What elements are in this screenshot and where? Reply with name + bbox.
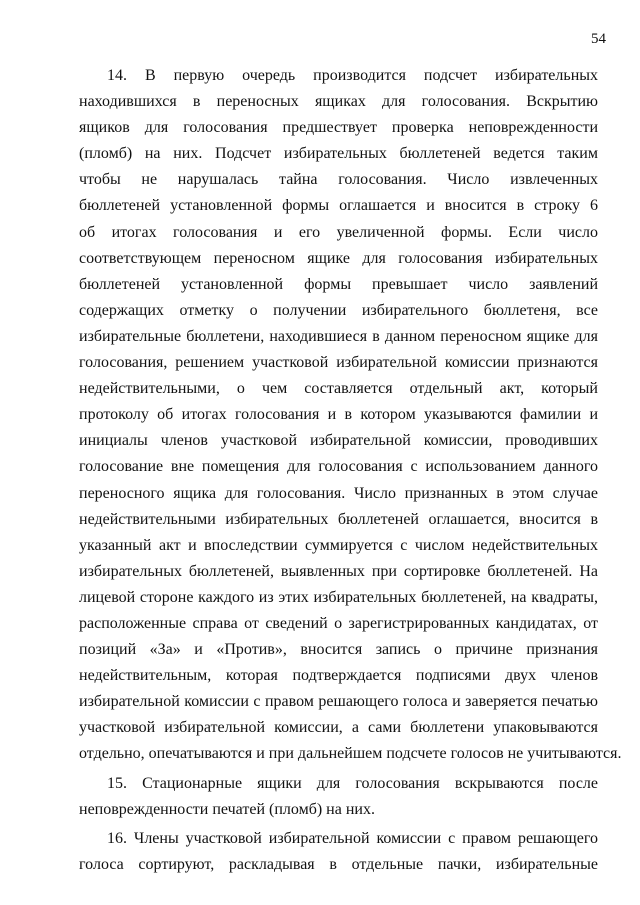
text-line: соответствующем переносном ящике для голосования избирательных: [79, 249, 598, 267]
document-body: [79, 63, 622, 878]
text-line: отдельно, опечатываются и при дальнейшем подсчете голосов не учитываются.: [79, 745, 622, 763]
paragraph-14: [79, 63, 622, 768]
text-line: инициалы членов участковой избирательной комиссии, проводивших: [79, 432, 598, 450]
text-line: бюллетеней установленной формы оглашается и вносится в строку 6: [79, 197, 598, 215]
paragraph-15: [79, 771, 598, 823]
text-line: голоса сортируют, раскладывая в отдельные пачки, избирательные: [79, 855, 598, 873]
text-line: неповрежденности печатей (пломб) на них.: [79, 800, 375, 818]
text-line: позиций «За» и «Против», вносится запись о причине признания: [79, 641, 598, 659]
text-line: недействительными, о чем составляется отдельный акт, который: [79, 380, 598, 398]
page-number: 54: [591, 31, 606, 47]
text-line: избирательной комиссии с правом решающего голоса и заверяется печатью: [79, 693, 598, 711]
text-line: 16. Члены участковой избирательной комиссии с правом решающего: [107, 829, 598, 847]
paragraph-16: [79, 826, 598, 878]
text-line: избирательные бюллетени, находившиеся в данном переносном ящике для: [79, 327, 598, 345]
text-line: 14. В первую очередь производится подсчет избирательных: [107, 67, 598, 84]
text-line: протоколу об итогах голосования и в котором указываются фамилии и: [79, 406, 598, 424]
text-line: участковой избирательной комиссии, а сами бюллетени упаковываются: [79, 719, 598, 737]
text-line: недействительными избирательных бюллетеней оглашается, вносится в: [79, 510, 598, 528]
text-line: лицевой стороне каждого из этих избирательных бюллетеней, на квадраты,: [79, 588, 598, 606]
text-line: недействительным, которая подтверждается подписями двух членов: [79, 667, 598, 685]
text-line: голосования, решением участковой избирательной комиссии признаются: [79, 354, 598, 372]
text-line: переносного ящика для голосования. Число признанных в этом случае: [79, 484, 598, 502]
text-line: (пломб) на них. Подсчет избирательных бюллетеней ведется таким: [79, 145, 598, 163]
text-line: содержащих отметку о получении избирательного бюллетеня, все: [79, 301, 598, 319]
text-line: чтобы не нарушалась тайна голосования. Число извлеченных: [79, 171, 598, 189]
text-line: об итогах голосования и его увеличенной формы. Если число: [79, 223, 598, 241]
text-line: голосование вне помещения для голосования с использованием данного: [79, 458, 598, 476]
text-line: бюллетеней установленной формы превышает число заявлений: [79, 275, 598, 293]
text-line: находившихся в переносных ящиках для голосования. Вскрытию: [79, 93, 598, 111]
text-line: избирательных бюллетеней, выявленных при сортировке бюллетеней. На: [79, 562, 598, 580]
text-line: расположенные справа от сведений о зарегистрированных кандидатах, от: [79, 614, 598, 632]
text-line: ящиков для голосования предшествует проверка неповрежденности: [79, 119, 598, 137]
text-line: указанный акт и впоследствии суммируется с числом недействительных: [79, 536, 598, 554]
text-line: 15. Стационарные ящики для голосования вскрываются после: [107, 774, 598, 792]
